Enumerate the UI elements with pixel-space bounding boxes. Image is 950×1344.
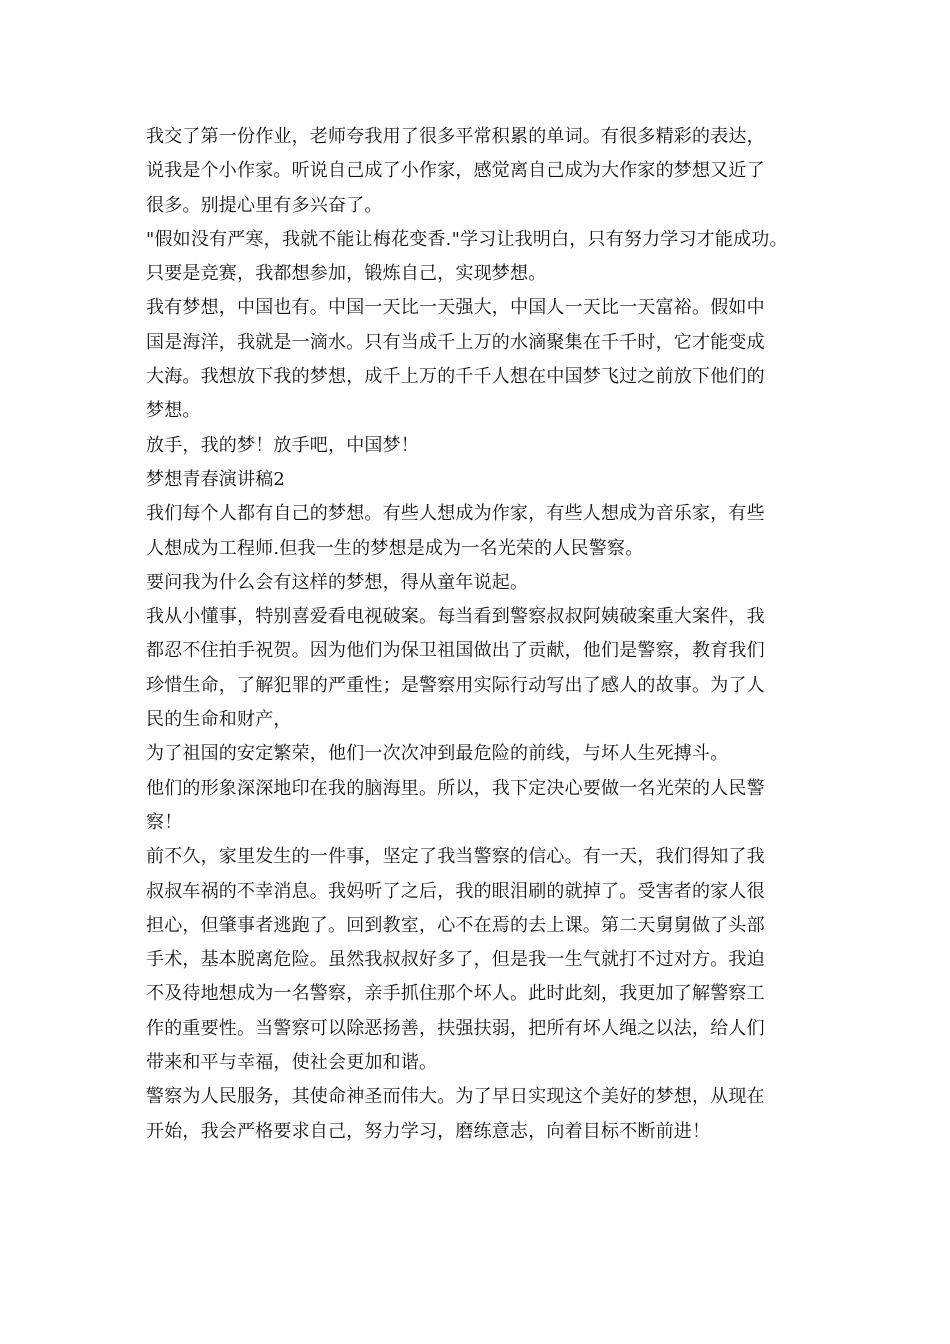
text-line: 我有梦想，中国也有。中国一天比一天强大，中国人一天比一天富裕。假如中 xyxy=(146,297,765,319)
text-line: 放手，我的梦！放手吧，中国梦！ xyxy=(146,434,419,456)
section-heading: 梦想青春演讲稿2 xyxy=(146,468,286,490)
text-line: 只要是竞赛，我都想参加，锻炼自己，实现梦想。 xyxy=(146,263,547,285)
text-line: 担心，但肇事者逃跑了。回到教室，心不在焉的去上课。第二天舅舅做了头部 xyxy=(146,914,765,936)
text-line: 作的重要性。当警察可以除恶扬善，扶强扶弱，把所有坏人绳之以法，给人们 xyxy=(146,1017,765,1039)
text-line: 手术，基本脱离危险。虽然我叔叔好多了，但是我一生气就打不过对方。我迫 xyxy=(146,949,765,971)
text-line: 国是海洋，我就是一滴水。只有当成千上万的水滴聚集在千千时，它才能变成 xyxy=(146,331,765,353)
text-line: 我从小懂事，特别喜爱看电视破案。每当看到警察叔叔阿姨破案重大案件，我 xyxy=(146,606,765,628)
text-line: 为了祖国的安定繁荣，他们一次次冲到最危险的前线，与坏人生死搏斗。 xyxy=(146,743,729,765)
text-line: 大海。我想放下我的梦想，成千上万的千千人想在中国梦飞过之前放下他们的 xyxy=(146,366,765,388)
document-body xyxy=(146,120,836,1149)
text-line: 说我是个小作家。听说自己成了小作家，感觉离自己成为大作家的梦想又近了 xyxy=(146,160,765,182)
text-line: 察！ xyxy=(146,811,183,833)
text-line: 人想成为工程师.但我一生的梦想是成为一名光荣的人民警察。 xyxy=(146,537,644,559)
text-line: 很多。别提心里有多兴奋了。 xyxy=(146,194,383,216)
text-line: 警察为人民服务，其使命神圣而伟大。为了早日实现这个美好的梦想，从现在 xyxy=(146,1086,765,1108)
text-line: 带来和平与幸福，使社会更加和谐。 xyxy=(146,1052,438,1074)
text-line: 他们的形象深深地印在我的脑海里。所以，我下定决心要做一名光荣的人民警 xyxy=(146,777,765,799)
text-line: 前不久，家里发生的一件事，坚定了我当警察的信心。有一天，我们得知了我 xyxy=(146,846,765,868)
text-line: 开始，我会严格要求自己，努力学习，磨练意志，向着目标不断前进！ xyxy=(146,1120,711,1142)
text-line: "假如没有严寒，我就不能让梅花变香."学习让我明白，只有努力学习才能成功。 xyxy=(146,228,788,250)
text-line: 我交了第一份作业，老师夸我用了很多平常积累的单词。有很多精彩的表达， xyxy=(146,126,765,147)
text-line: 珍惜生命，了解犯罪的严重性；是警察用实际行动写出了感人的故事。为了人 xyxy=(146,674,765,696)
text-line: 都忍不住拍手祝贺。因为他们为保卫祖国做出了贡献，他们是警察，教育我们 xyxy=(146,640,765,662)
text-line: 要问我为什么会有这样的梦想，得从童年说起。 xyxy=(146,571,529,593)
text-line: 叔叔车祸的不幸消息。我妈听了之后，我的眼泪刷的就掉了。受害者的家人很 xyxy=(146,880,765,902)
text-line: 不及待地想成为一名警察，亲手抓住那个坏人。此时此刻，我更加了解警察工 xyxy=(146,983,765,1005)
text-line: 梦想。 xyxy=(146,400,201,422)
text-line: 我们每个人都有自己的梦想。有些人想成为作家，有些人想成为音乐家，有些 xyxy=(146,503,765,525)
text-line: 民的生命和财产， xyxy=(146,709,292,731)
